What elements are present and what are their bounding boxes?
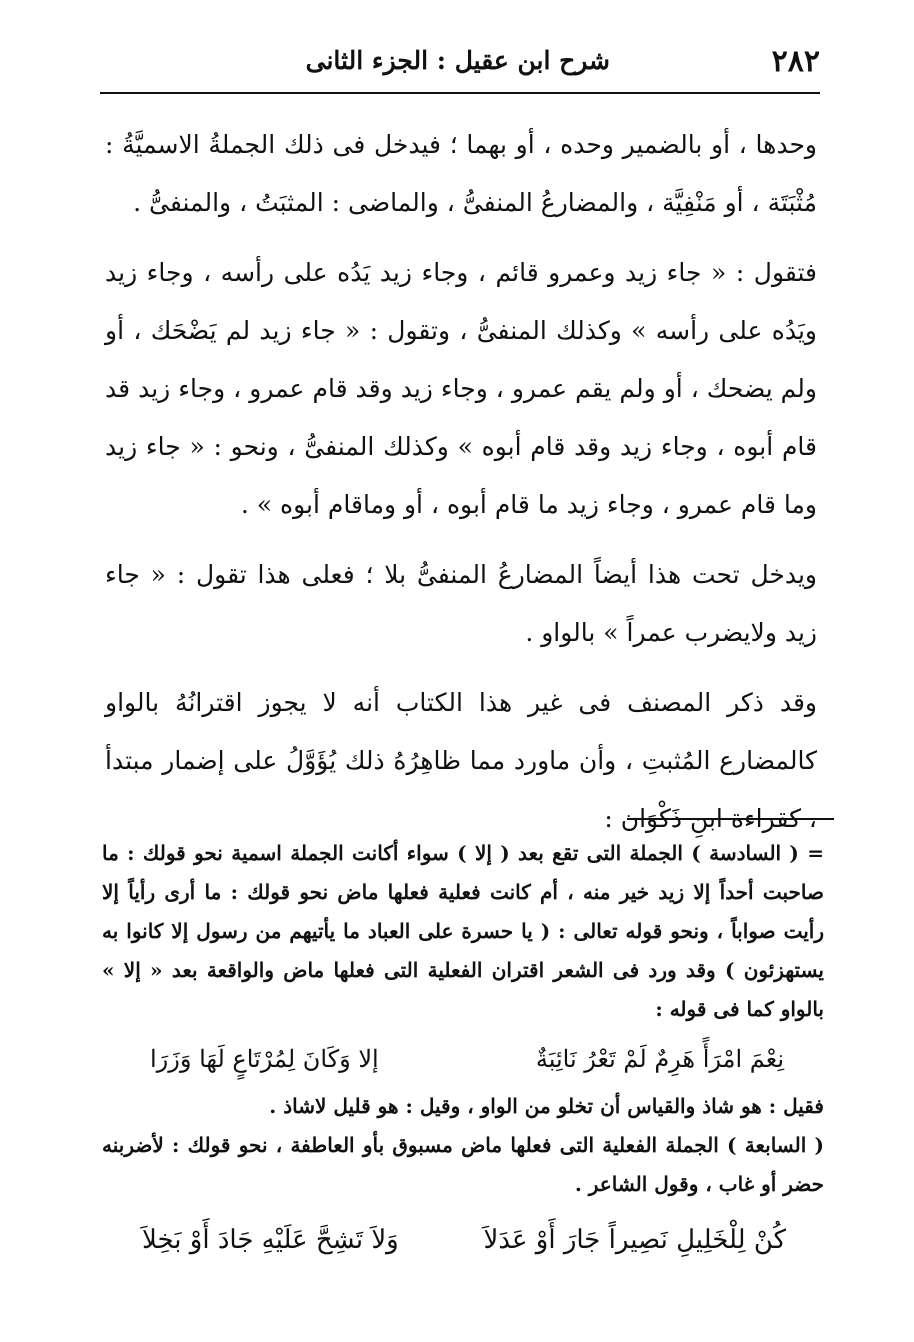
paragraph-3: ويدخل تحت هذا أيضاً المضارعُ المنفىُّ بلا ؛ فعلى هذا تقول : « جاء زيد ولايضرب عمراً » بالواو .: [105, 560, 817, 647]
main-text: [105, 116, 817, 848]
verse-1: [150, 1033, 784, 1085]
verse-1-first-hemistich: نِعْمَ امْرَأً هَرِمٌ لَمْ تَعْرُ نَائِبَةٌ: [535, 1045, 784, 1073]
paragraph-2: فتقول : « جاء زيد وعمرو قائم ، وجاء زيد يَدُه على رأسه ، وجاء زيد ويَدُه على رأسه » وكذلك المنفىُّ ، وتقول : « جاء زيد لم يَضْحَك ، أو ولم يضحك ، أو ولم يقم عمرو ، وجاء زيد وقد قام عمرو ، وجاء زيد قد قام أبوه ، وجاء زيد وقد قام أبوه » وكذلك المنفىُّ ، ونحو : « جاء زيد وما قام عمرو ، وجاء زيد ما قام أبوه ، أو وماقام أبوه » .: [105, 258, 817, 519]
page-number: ٢٨٢: [771, 44, 820, 79]
verse-1-second-hemistich: إلا وَكَانَ لِمُرْتَاعٍ لَهَا وَزَرَا: [150, 1045, 379, 1073]
footnote-rule: [627, 818, 834, 820]
verse-2-second-hemistich: وَلاَ تَشِحَّ عَلَيْهِ جَادَ أَوْ بَخِلاَ: [142, 1225, 399, 1255]
footnote-seventh: ( السابعة ) الجملة الفعلية التى فعلها ماض مسبوق بأو العاطفة ، نحو قولك : لأضربنه حضر أو غاب ، وقول الشاعر .: [102, 1133, 824, 1196]
paragraph-1: وحدها ، أو بالضمير وحده ، أو بهما ؛ فيدخل فى ذلك الجملةُ الاسميَّةُ : مُثْبَتَة ، أو مَنْفِيَّة ، والمضارعُ المنفىُّ ، والماضى : المثبَتُ ، والمنفىُّ .: [105, 130, 817, 217]
footnote-after-verse-1: فقيل : هو شاذ والقياس أن تخلو من الواو ، وقيل : هو قليل لاشاذ .: [269, 1094, 824, 1118]
verse-2: [142, 1214, 786, 1266]
paragraph-4: وقد ذكر المصنف فى غير هذا الكتاب أنه لا يجوز اقترانُهُ بالواو كالمضارع المُثبتِ ، وأن ماورد مما ظاهِرُهُ ذلك يُؤَوَّلُ على إضمار مبتدأ ، كقراءة ابنِ ذَكْوَان :: [105, 688, 817, 833]
verse-2-first-hemistich: كُنْ لِلْخَلِيلِ نَصِيراً جَارَ أَوْ عَدَلاَ: [483, 1225, 786, 1255]
footnotes: [102, 834, 824, 1266]
page-header: [100, 40, 820, 90]
header-rule: [100, 92, 820, 94]
running-title: شرح ابن عقيل : الجزء الثانى: [305, 46, 610, 75]
footnote-continuation: = ( السادسة ) الجملة التى تقع بعد ( إلا ) سواء أكانت الجملة اسمية نحو قولك : ما صاحبت أحداً إلا زيد خير منه ، أم كانت فعلية فعلها ماض نحو قولك : ما أرى رأياً إلا رأيت صواباً ، ونحو قوله تعالى : ( يا حسرة على العباد ما يأتيهم من رسول إلا كانوا به يستهزئون ) وقد ورد فى الشعر اقتران الفعلية التى فعلها ماض والواقعة بعد « إلا » بالواو كما فى قوله :: [102, 841, 824, 1021]
